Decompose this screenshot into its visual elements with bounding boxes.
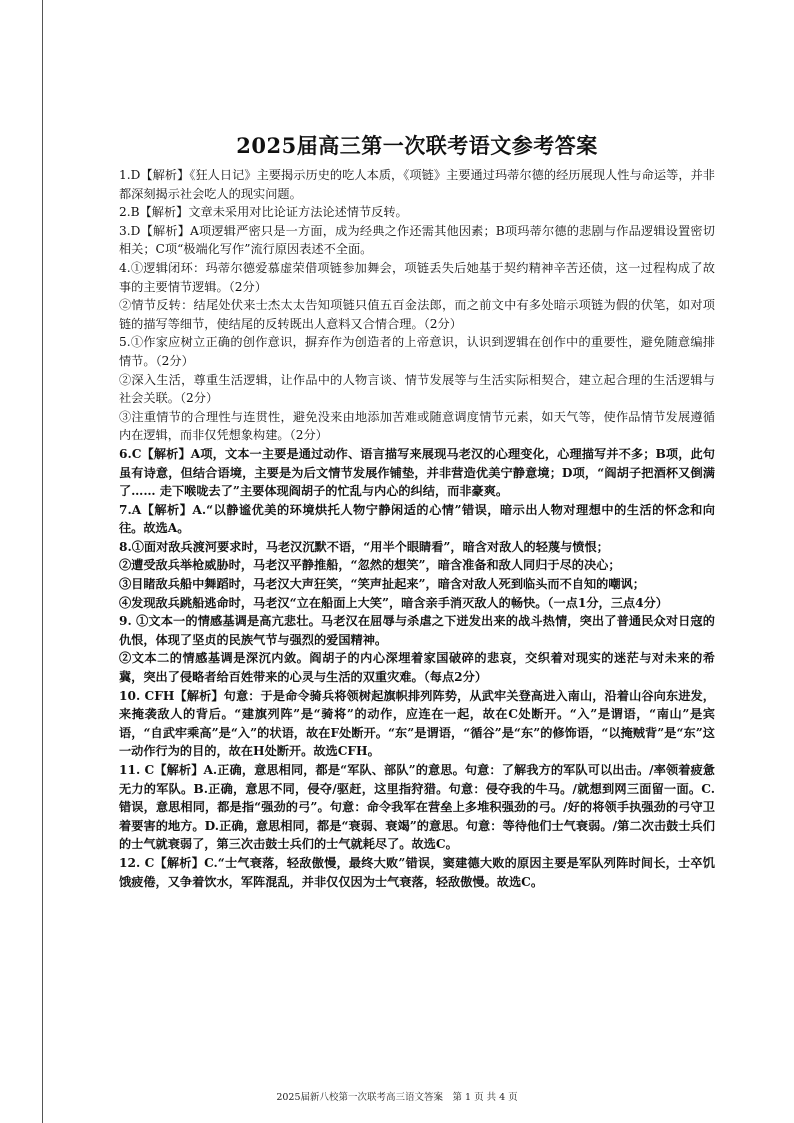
answer-q10: 10. CFH【解析】句意：于是命令骑兵将领树起旗帜排列阵势，从武牢关登高进入南山，沿着山谷向东进发，来掩袭敌人的背后。“建旗列阵”是“骑将”的动作，应连在一起，故在C处断开。“入”是谓语，“南山”是宾语，“自武牢乘高”是“入”的状语，故在F处断开。“东”是谓语，“循谷”是“东”的修饰语，“以掩贼背”是“东”这一动作行为的目的，故在H处断开。故选CFH。 [119,688,715,759]
answer-q3: 3.D【解析】A项逻辑严密只是一方面，成为经典之作还需其他因素；B项玛蒂尔德的悲剧与作品逻辑设置密切相关；C项“极端化写作”流行原因表述不全面。 [119,223,715,257]
answer-q9-point2: ②文本二的情感基调是深沉内敛。阎胡子的内心深埋着家国破碎的悲哀，交织着对现实的迷茫与对未来的希冀，突出了侵略者给百姓带来的心灵与生活的双重灾难。（每点2分） [119,651,715,685]
document-title: 2025届高三第一次联考语文参考答案 [236,133,598,158]
left-margin-line [42,0,43,1123]
answer-q5-point1: 5.①作家应树立正确的创作意识，摒弃作为创造者的上帝意识，认识到逻辑在创作中的重要性，避免随意编排情节。（2分） [119,335,715,368]
answer-q5-point3: ③注重情节的合理性与连贯性，避免没来由地添加苦难或随意调度情节元素，如天气等，使作品情节发展遵循内在逻辑，而非仅凭想象构建。（2分） [119,409,715,443]
answer-q8-point2: ②遭受敌兵举枪威胁时，马老汉平静推船，“忽然的想笑”，暗含准备和敌人同归于尽的决心； [119,558,621,573]
answer-q8-point1: 8.①面对敌兵渡河要求时，马老汉沉默不语，“用半个眼睛看”，暗含对敌人的轻蔑与愤恨； [119,539,609,554]
answer-q4-point1: 4.①逻辑闭环：玛蒂尔德爱慕虚荣借项链参加舞会，项链丢失后她基于契约精神辛苦还债，这一过程构成了故事的主要情节逻辑。（2分） [119,260,715,294]
answer-q8-point3: ③目睹敌兵船中舞蹈时，马老汉大声狂笑，“笑声扯起来”，暗含对敌人死到临头而不自知的嘲讽； [119,577,645,592]
answer-q9-point1: 9. ①文本一的情感基调是高亢悲壮。马老汉在屈辱与杀虐之下迸发出来的战斗热情，突出了普通民众对日寇的仇恨，体现了坚贞的民族气节与强烈的爱国精神。 [119,614,715,647]
page-footer: 2025届新八校第一次联考高三语文答案 第 1 页 共 4 页 [276,1092,518,1103]
answer-q7: 7.A【解析】A.“以静谧优美的环境烘托人物宁静闲适的心情”错误，暗示出人物对理想中的生活的怀念和向往。故选A。 [119,502,715,536]
answer-q5-point2: ②深入生活，尊重生活逻辑，让作品中的人物言谈、情节发展等与生活实际相契合，建立起合理的生活逻辑与社会关联。（2分） [119,372,715,406]
answer-q8-point4: ④发现敌兵跳船逃命时，马老汉“立在船面上大笑”，暗含亲手消灭敌人的畅快。（一点1分，三点4分） [119,595,668,610]
answer-q2: 2.B【解析】文章未采用对比论证方法论述情节反转。 [119,205,408,220]
answer-q12: 12. C【解析】C.“士气衰落，轻敌傲慢，最终大败”错误，窦建德大败的原因主要是军队列阵时间长，士卒饥饿疲倦，又争着饮水，军阵混乱，并非仅仅因为士气衰落，轻敌傲慢。故选C。 [119,855,715,889]
answer-q11: 11. C【解析】A.正确，意思相同，都是“军队、部队”的意思。句意：了解我方的军队可以出击。/率领着疲惫无力的军队。B.正确，意思不同，侵夺/驱赶，这里指狩猎。句意：侵夺我的牛马。/就想到网三面留一面。C.错误，意思相同，都是指“强劲的弓”。句意：命令我军在营垒上多堆积强劲的弓。/好的将领手执强劲的弓守卫着要害的地方。D.正确，意思相同，都是“衰弱、衰竭”的意思。句意：等待他们士气衰弱。/第二次击鼓士兵们的士气就衰弱了，第三次击鼓士兵们的士气就耗尽了。故选C。 [119,763,715,852]
answer-q1: 1.D【解析】《狂人日记》主要揭示历史的吃人本质，《项链》主要通过玛蒂尔德的经历展现人性与命运等，并非都深刻揭示社会吃人的现实问题。 [119,168,715,201]
answer-q6: 6.C【解析】A项，文本一主要是通过动作、语言描写来展现马老汉的心理变化，心理描写并不多；B项，此句虽有诗意，但结合语境，主要是为后文情节发展作铺垫，并非营造优美宁静意境；D项，“阎胡子把酒杯又倒满了…… 走下喉咙去了”主要体现阎胡子的忙乱与内心的纠结，而非豪爽。 [119,446,715,499]
answer-q4-point2: ②情节反转：结尾处伏来士杰太太告知项链只值五百金法郎，而之前文中有多处暗示项链为假的伏笔，如对项链的描写等细节，使结尾的反转既出人意料又合情合理。（2分） [119,298,715,331]
answer-document [119,130,715,891]
